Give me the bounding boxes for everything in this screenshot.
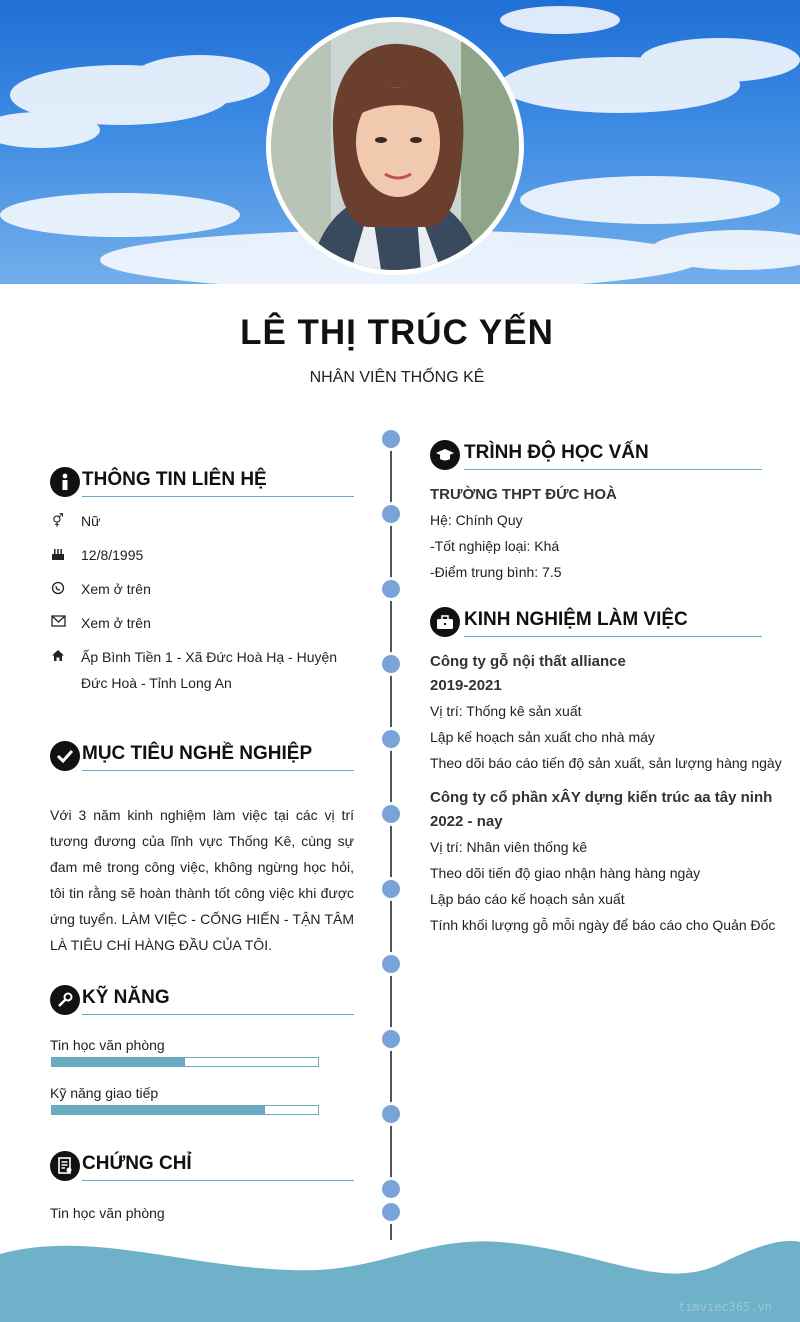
section-divider bbox=[464, 469, 762, 470]
skill-bar-fill bbox=[52, 1058, 185, 1066]
experience-title: KINH NGHIỆM LÀM VIỆC bbox=[464, 609, 688, 630]
job-detail: Tính khối lượng gỗ mỗi ngày để báo cáo cho Quản Đốc bbox=[430, 917, 776, 933]
objective-title: MỤC TIÊU NGHỀ NGHIỆP bbox=[82, 743, 313, 764]
briefcase-icon bbox=[430, 607, 460, 637]
school-name: TRƯỜNG THPT ĐỨC HOÀ bbox=[430, 486, 617, 503]
objective-text: Với 3 năm kinh nghiệm làm việc tại các vị trí tương đương của lĩnh vực Thống Kê, cùng sự đam mê trong công việc, không ngừng học hỏi, tôi tin rằng sẽ hoàn thành tốt công việc khi được ứng tuyển. LÀM VIỆC - CỐNG HIẾN - TẬN TÂM LÀ TIÊU CHÍ HÀNG ĐẦU CỦA TÔI. bbox=[50, 807, 354, 953]
job-detail: Theo dõi tiến độ giao nhận hàng hàng ngày bbox=[430, 865, 701, 881]
company-name: Công ty gỗ nội thất alliance bbox=[430, 653, 626, 670]
skill-bar bbox=[51, 1105, 319, 1115]
address-line-2: Đức Hoà - Tỉnh Long An bbox=[81, 675, 232, 691]
section-divider bbox=[82, 1014, 354, 1015]
job-period: 2019-2021 bbox=[430, 677, 502, 694]
job-detail: Theo dõi báo cáo tiến độ sản xuất, sản lượng hàng ngày bbox=[430, 755, 782, 771]
contact-title: THÔNG TIN LIÊN HỆ bbox=[82, 469, 267, 490]
avatar bbox=[271, 22, 519, 270]
birthday-cake-icon bbox=[50, 547, 66, 563]
wrench-icon bbox=[50, 985, 80, 1015]
address-line-1: Ấp Bình Tiền 1 - Xã Đức Hoà Hạ - Huyện bbox=[81, 649, 338, 665]
watermark: timviec365.vn bbox=[678, 1300, 772, 1314]
phone-icon bbox=[50, 581, 66, 597]
contact-section-header bbox=[50, 467, 355, 501]
timeline-dot bbox=[382, 505, 400, 523]
timeline-dot bbox=[382, 1180, 400, 1198]
education-line: -Điểm trung bình: 7.5 bbox=[430, 564, 562, 580]
info-icon bbox=[50, 467, 80, 497]
skill-name: Tin học văn phòng bbox=[50, 1037, 165, 1053]
job-period: 2022 - nay bbox=[430, 813, 503, 830]
candidate-name: LÊ THỊ TRÚC YẾN bbox=[240, 313, 554, 352]
phone-value: Xem ở trên bbox=[81, 581, 151, 597]
timeline-dot bbox=[382, 580, 400, 598]
avatar-frame bbox=[266, 17, 524, 275]
skills-section-header bbox=[50, 985, 355, 1019]
certificates-title: CHỨNG CHỈ bbox=[82, 1153, 192, 1174]
timeline-dot bbox=[382, 955, 400, 973]
skill-bar bbox=[51, 1057, 319, 1067]
certificate-icon bbox=[50, 1151, 80, 1181]
gender-value: Nữ bbox=[81, 513, 101, 529]
timeline-dot bbox=[382, 730, 400, 748]
skills-title: KỸ NĂNG bbox=[82, 987, 170, 1008]
timeline-dot bbox=[382, 1203, 400, 1221]
objective-section-header bbox=[50, 741, 355, 775]
education-line: Hệ: Chính Quy bbox=[430, 512, 523, 528]
timeline-dot bbox=[382, 655, 400, 673]
timeline-dot bbox=[382, 805, 400, 823]
timeline-dot bbox=[382, 1030, 400, 1048]
timeline-dot bbox=[382, 430, 400, 448]
education-line: -Tốt nghiệp loại: Khá bbox=[430, 538, 560, 554]
section-divider bbox=[82, 1180, 354, 1181]
job-detail: Lập báo cáo kế hoạch sản xuất bbox=[430, 891, 625, 907]
section-divider bbox=[82, 770, 354, 771]
checkmark-icon bbox=[50, 741, 80, 771]
gender-icon: ⚥ bbox=[52, 513, 64, 528]
certificate-item: Tin học văn phòng bbox=[50, 1205, 165, 1221]
timeline-dot bbox=[382, 1105, 400, 1123]
skill-name: Kỹ năng giao tiếp bbox=[50, 1085, 159, 1101]
job-detail: Vị trí: Nhân viên thống kê bbox=[430, 839, 588, 855]
section-divider bbox=[82, 496, 354, 497]
job-detail: Lập kế hoạch sản xuất cho nhà máy bbox=[430, 729, 655, 745]
experience-section-header bbox=[430, 607, 762, 641]
section-divider bbox=[464, 636, 762, 637]
company-name: Công ty cổ phần xÂY dựng kiến trúc aa tây ninh bbox=[430, 789, 773, 806]
certificates-section-header bbox=[50, 1151, 355, 1185]
home-icon bbox=[50, 649, 66, 665]
birthday-value: 12/8/1995 bbox=[81, 547, 144, 563]
job-detail: Vị trí: Thống kê sản xuất bbox=[430, 703, 582, 719]
education-title: TRÌNH ĐỘ HỌC VẤN bbox=[464, 442, 649, 463]
graduation-cap-icon bbox=[430, 440, 460, 470]
job-title: NHÂN VIÊN THỐNG KÊ bbox=[309, 369, 485, 386]
header-banner bbox=[0, 0, 800, 284]
email-icon bbox=[50, 615, 66, 631]
education-section-header bbox=[430, 440, 762, 474]
email-value: Xem ở trên bbox=[81, 615, 151, 631]
skill-bar-fill bbox=[52, 1106, 265, 1114]
timeline-dot bbox=[382, 880, 400, 898]
